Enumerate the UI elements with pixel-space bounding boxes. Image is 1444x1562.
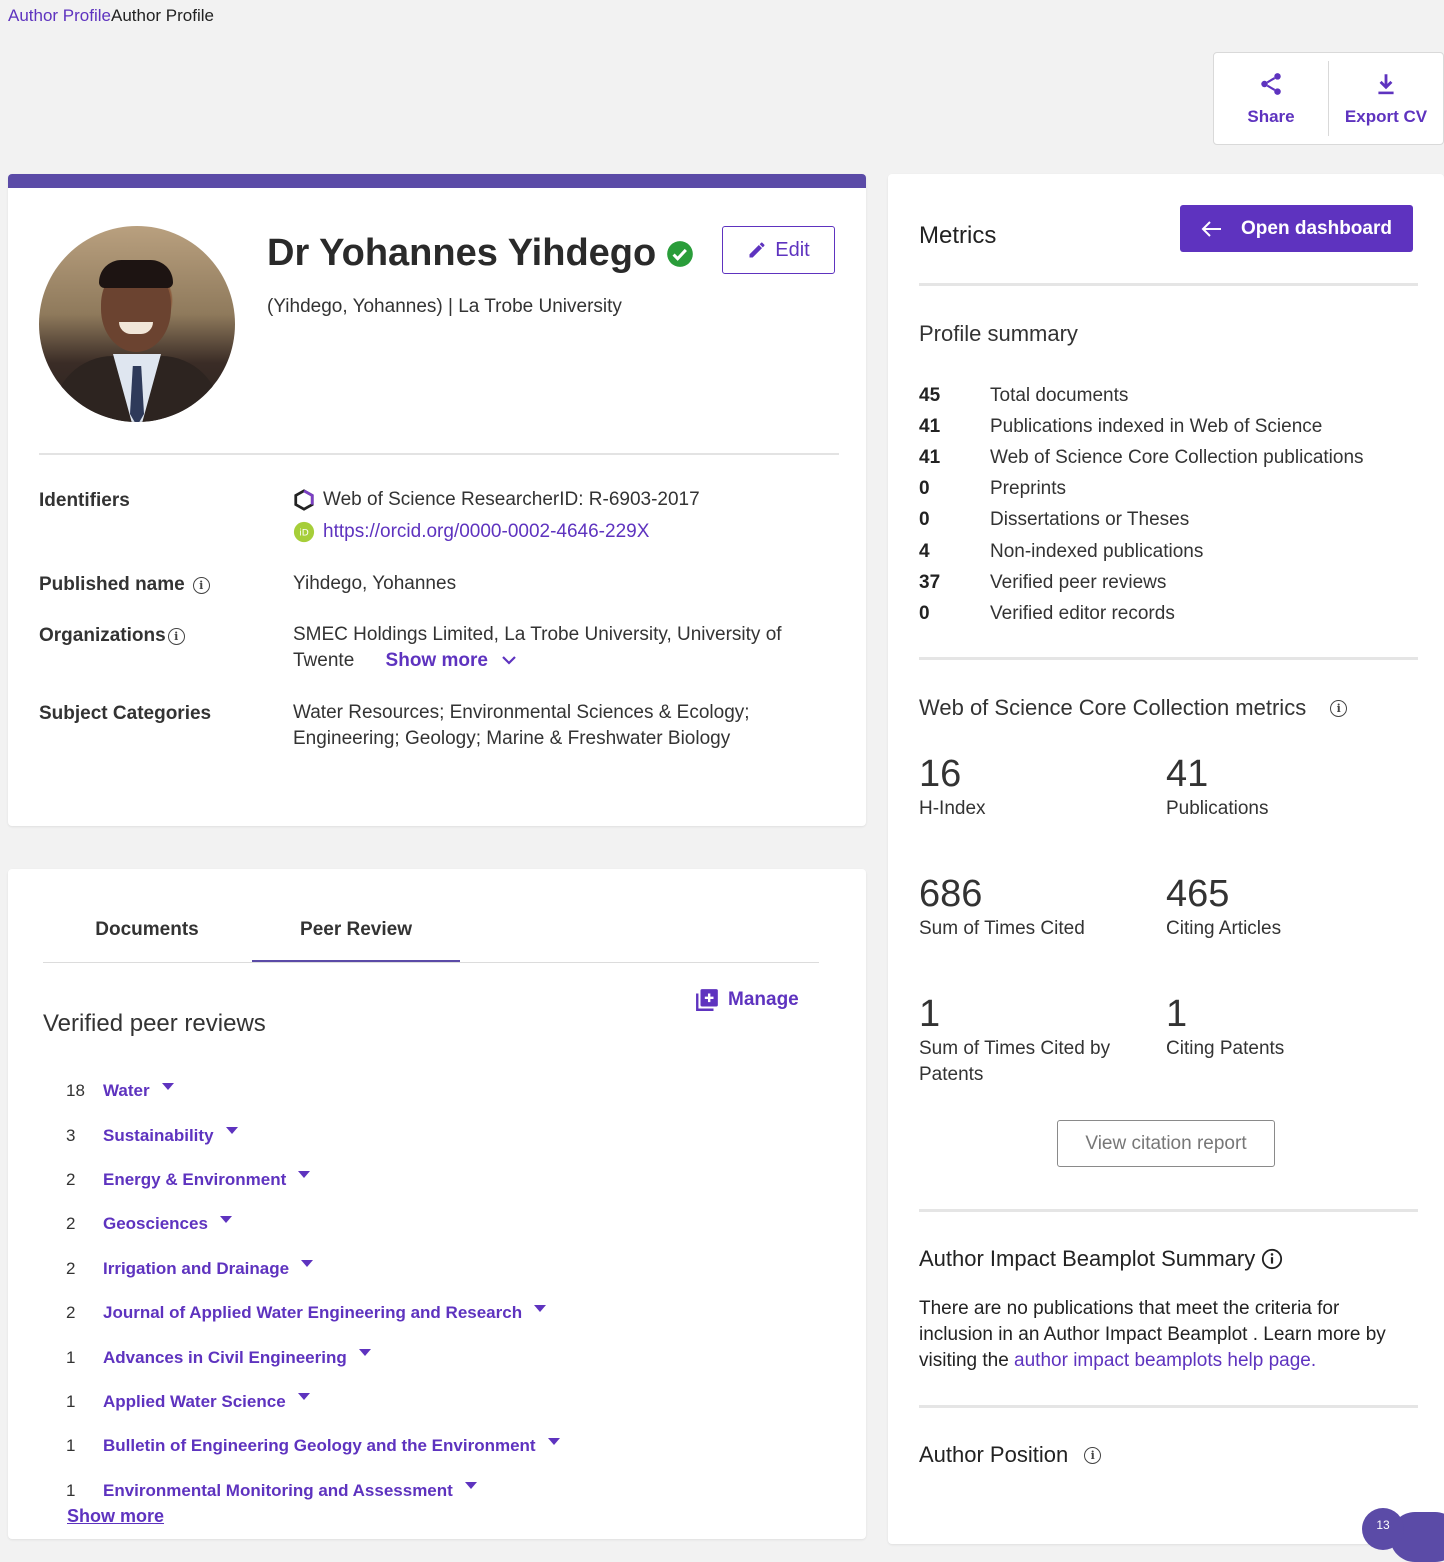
caret-down-icon[interactable]: [220, 1216, 232, 1223]
info-icon[interactable]: i: [1084, 1447, 1101, 1464]
caret-down-icon[interactable]: [226, 1127, 238, 1134]
review-journal-link[interactable]: Applied Water Science: [103, 1391, 286, 1411]
core-collection-title: Web of Science Core Collection metrics i: [919, 695, 1347, 721]
manage-button[interactable]: Manage: [694, 987, 799, 1013]
summary-row: 0 Verified editor records: [919, 602, 1175, 624]
subject-categories-label: Subject Categories: [39, 703, 212, 724]
pencil-icon: [747, 240, 767, 260]
avatar: [39, 226, 235, 422]
orcid-link[interactable]: https://orcid.org/0000-0002-4646-229X: [323, 521, 650, 542]
metrics-divider: [919, 657, 1418, 660]
author-position-title: Author Position i: [919, 1442, 1101, 1468]
info-icon[interactable]: i: [193, 577, 210, 594]
summary-row: 41 Web of Science Core Collection publications: [919, 446, 1364, 468]
caret-down-icon[interactable]: [162, 1083, 174, 1090]
h-index-metric: 16 H-Index: [919, 753, 986, 819]
list-item: 2 Journal of Applied Water Engineering and Research: [66, 1291, 560, 1335]
researcher-id: Web of Science ResearcherID: R-6903-2017: [293, 487, 700, 513]
documents-card: [8, 869, 866, 1539]
review-journal-link[interactable]: Energy & Environment: [103, 1169, 287, 1189]
edit-button[interactable]: [722, 226, 835, 274]
published-name-label: Published name i: [39, 574, 210, 596]
list-item: 1 Applied Water Science: [66, 1380, 560, 1424]
tab-active-indicator: [252, 960, 460, 962]
info-circle-icon[interactable]: [1261, 1248, 1283, 1270]
list-item: 2 Geosciences: [66, 1202, 560, 1246]
review-journal-link[interactable]: Sustainability: [103, 1125, 214, 1145]
times-cited-metric: 686 Sum of Times Cited: [919, 873, 1085, 939]
caret-down-icon[interactable]: [298, 1171, 310, 1178]
organizations-label: Organizations i: [39, 625, 185, 647]
download-icon: [1373, 71, 1399, 97]
orcid-line: [293, 519, 700, 545]
add-box-icon: [694, 987, 720, 1013]
breadcrumb-current: Author Profile: [111, 6, 214, 25]
metrics-card: [888, 174, 1444, 1544]
list-item: 3 Sustainability: [66, 1113, 560, 1157]
profile-card: [8, 174, 866, 826]
list-item: 18 Water: [66, 1069, 560, 1113]
verified-check-icon: [666, 240, 694, 268]
identifiers-label: Identifiers: [39, 490, 130, 511]
review-journal-link[interactable]: Journal of Applied Water Engineering and Research: [103, 1303, 523, 1323]
review-journal-link[interactable]: Irrigation and Drainage: [103, 1258, 290, 1278]
edit-label: Edit: [775, 238, 810, 261]
profile-actions: [1213, 52, 1444, 145]
organizations-value: SMEC Holdings Limited, La Trobe University, University of Twente Show more: [293, 624, 782, 671]
review-list: [66, 1069, 560, 1513]
review-journal-link[interactable]: Bulletin of Engineering Geology and the Environment: [103, 1436, 536, 1456]
chevron-down-icon: [501, 654, 517, 666]
summary-row: 0 Dissertations or Theses: [919, 509, 1190, 531]
review-journal-link[interactable]: Advances in Civil Engineering: [103, 1347, 347, 1367]
researcherid-icon: [293, 489, 315, 511]
share-button[interactable]: [1214, 53, 1328, 144]
info-icon[interactable]: i: [168, 628, 185, 645]
identifiers-value: [293, 487, 700, 545]
list-item: 2 Irrigation and Drainage: [66, 1247, 560, 1291]
summary-row: 45 Total documents: [919, 384, 1129, 406]
arrow-left-icon: [1201, 220, 1223, 238]
summary-row: 4 Non-indexed publications: [919, 540, 1204, 562]
share-label: Share: [1247, 106, 1295, 126]
published-name-value: Yihdego, Yohannes: [293, 573, 457, 594]
view-citation-report-button[interactable]: View citation report: [1057, 1120, 1275, 1167]
notification-badge[interactable]: 13: [1362, 1508, 1404, 1550]
share-icon: [1258, 71, 1284, 97]
profile-card-accent: [8, 174, 866, 188]
export-cv-button[interactable]: [1328, 61, 1443, 136]
cited-by-patents-metric: 1 Sum of Times Cited by Patents: [919, 993, 1111, 1085]
reviews-show-more-link[interactable]: Show more: [67, 1506, 165, 1526]
review-journal-link[interactable]: Water: [103, 1081, 150, 1101]
summary-row: 41 Publications indexed in Web of Science: [919, 415, 1323, 437]
review-journal-link[interactable]: Environmental Monitoring and Assessment: [103, 1480, 453, 1500]
export-cv-label: Export CV: [1344, 106, 1428, 126]
beamplot-help-link[interactable]: author impact beamplots help page.: [1014, 1350, 1317, 1371]
profile-divider: [39, 453, 839, 455]
list-item: 1 Advances in Civil Engineering: [66, 1335, 560, 1379]
summary-row: 37 Verified peer reviews: [919, 571, 1167, 593]
publications-metric: 41 Publications: [1166, 753, 1269, 819]
caret-down-icon[interactable]: [465, 1482, 477, 1489]
verified-peer-reviews-title: Verified peer reviews: [43, 1010, 266, 1037]
caret-down-icon[interactable]: [359, 1349, 371, 1356]
author-name-text: Dr Yohannes Yihdego: [267, 232, 657, 274]
list-item: 2 Energy & Environment: [66, 1158, 560, 1202]
svg-text:iD: iD: [299, 527, 309, 539]
orcid-icon: [293, 521, 315, 543]
metrics-divider: [919, 1209, 1418, 1212]
citing-patents-metric: 1 Citing Patents: [1166, 993, 1285, 1059]
metrics-divider: [919, 1405, 1418, 1408]
breadcrumb: [8, 6, 214, 26]
caret-down-icon[interactable]: [534, 1305, 546, 1312]
open-dashboard-button[interactable]: Open dashboard: [1180, 205, 1413, 252]
list-item: 1 Bulletin of Engineering Geology and the Environment: [66, 1424, 560, 1468]
tab-rule: [43, 962, 819, 963]
citing-articles-metric: 465 Citing Articles: [1166, 873, 1282, 939]
tab-documents[interactable]: Documents: [95, 919, 199, 940]
metrics-divider: [919, 283, 1418, 286]
breadcrumb-link[interactable]: Author Profile: [8, 6, 111, 25]
review-journal-link[interactable]: Geosciences: [103, 1214, 208, 1234]
author-name: [267, 232, 694, 275]
summary-row: 0 Preprints: [919, 478, 1067, 500]
beamplot-title: Author Impact Beamplot Summary: [919, 1246, 1283, 1272]
metrics-title: Metrics: [919, 222, 997, 249]
list-item: 1 Environmental Monitoring and Assessment: [66, 1469, 560, 1513]
caret-down-icon[interactable]: [548, 1438, 560, 1445]
info-icon[interactable]: i: [1330, 700, 1347, 717]
beamplot-text: There are no publications that meet the criteria for inclusion in an Author Impact Beamplot . Learn more by visiting the author impact beamplots help page.: [919, 1298, 1386, 1371]
caret-down-icon[interactable]: [301, 1260, 313, 1267]
profile-summary-list: [919, 380, 1364, 630]
author-subtitle: (Yihdego, Yohannes) | La Trobe University: [267, 296, 622, 317]
subject-categories-value: Water Resources; Environmental Sciences & Ecology; Engineering; Geology; Marine & Freshwater Biology: [293, 702, 750, 749]
profile-summary-title: Profile summary: [919, 321, 1078, 346]
organizations-show-more[interactable]: Show more: [386, 650, 518, 671]
tab-peer-review[interactable]: Peer Review: [300, 919, 412, 940]
caret-down-icon[interactable]: [298, 1393, 310, 1400]
